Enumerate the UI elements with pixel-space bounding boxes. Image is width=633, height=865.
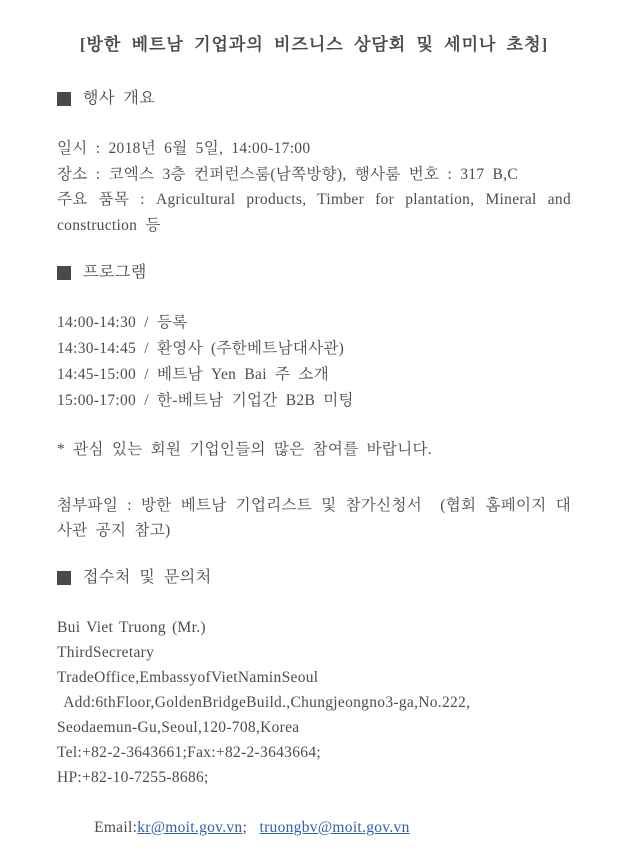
email-label: Email: [94, 818, 138, 836]
attachment-line: 첨부파일 : 방한 베트남 기업리스트 및 참가신청서 (협회 홈페이지 대사관 공지 참고) [57, 496, 571, 539]
section-header-overview [57, 89, 571, 109]
contact-address-line2: Seodaemun-Gu,Seoul,120-708,Korea [57, 718, 300, 736]
document-title: [방한 베트남 기업과의 비즈니스 상담회 및 세미나 초청] [79, 35, 549, 54]
section-header-overview-label: 행사 개요 [83, 90, 156, 107]
section-header-program [57, 263, 571, 283]
section-bullet-icon [57, 92, 71, 106]
section-bullet-icon [57, 571, 71, 585]
contact-address-line1: Add:6thFloor,GoldenBridgeBuild.,Chungjeongno3-ga,No.222, [57, 693, 471, 711]
overview-venue: 장소 : 코엑스 3층 컨퍼런스룸(남쪽방향), 행사룸 번호 : 317 B,C [57, 165, 518, 183]
contact-tel-fax: Tel:+82-2-3643661;Fax:+82-2-3643664; [57, 743, 321, 761]
program-schedule [57, 310, 571, 414]
contact-name: Bui Viet Truong (Mr.) [57, 618, 206, 636]
section-header-contact [57, 568, 571, 588]
email-separator: ; [242, 818, 260, 836]
attachment-block [57, 493, 571, 544]
contact-position: ThirdSecretary [57, 643, 155, 661]
overview-items: 주요 품목 : Agricultural products, Timber for plantation, Mineral and construction 등 [57, 191, 580, 234]
contact-email-line [57, 790, 571, 865]
section-bullet-icon [57, 266, 71, 280]
overview-block [57, 136, 580, 238]
contact-office: TradeOffice,EmbassyofVietNaminSeoul [57, 668, 319, 686]
overview-datetime: 일시 : 2018년 6월 5일, 14:00-17:00 [57, 140, 311, 157]
contact-hp: HP:+82-10-7255-8686; [57, 768, 209, 786]
program-item-b2b-meeting: 15:00-17:00 / 한-베트남 기업간 B2B 미팅 [57, 392, 354, 409]
participation-note: * 관심 있는 회원 기업인들의 많은 참여를 바랍니다. [57, 441, 432, 458]
program-item-yenbai-intro: 14:45-15:00 / 베트남 Yen Bai 주 소개 [57, 366, 329, 383]
section-header-contact-label: 접수처 및 문의처 [83, 568, 212, 586]
contact-block [57, 615, 571, 865]
section-header-program-label: 프로그램 [83, 264, 147, 281]
email-link-kr[interactable]: kr@moit.gov.vn [137, 818, 243, 836]
program-item-welcome: 14:30-14:45 / 환영사 (주한베트남대사관) [57, 340, 345, 357]
email-link-truongbv[interactable]: truongbv@moit.gov.vn [259, 818, 410, 836]
program-item-registration: 14:00-14:30 / 등록 [57, 314, 188, 331]
